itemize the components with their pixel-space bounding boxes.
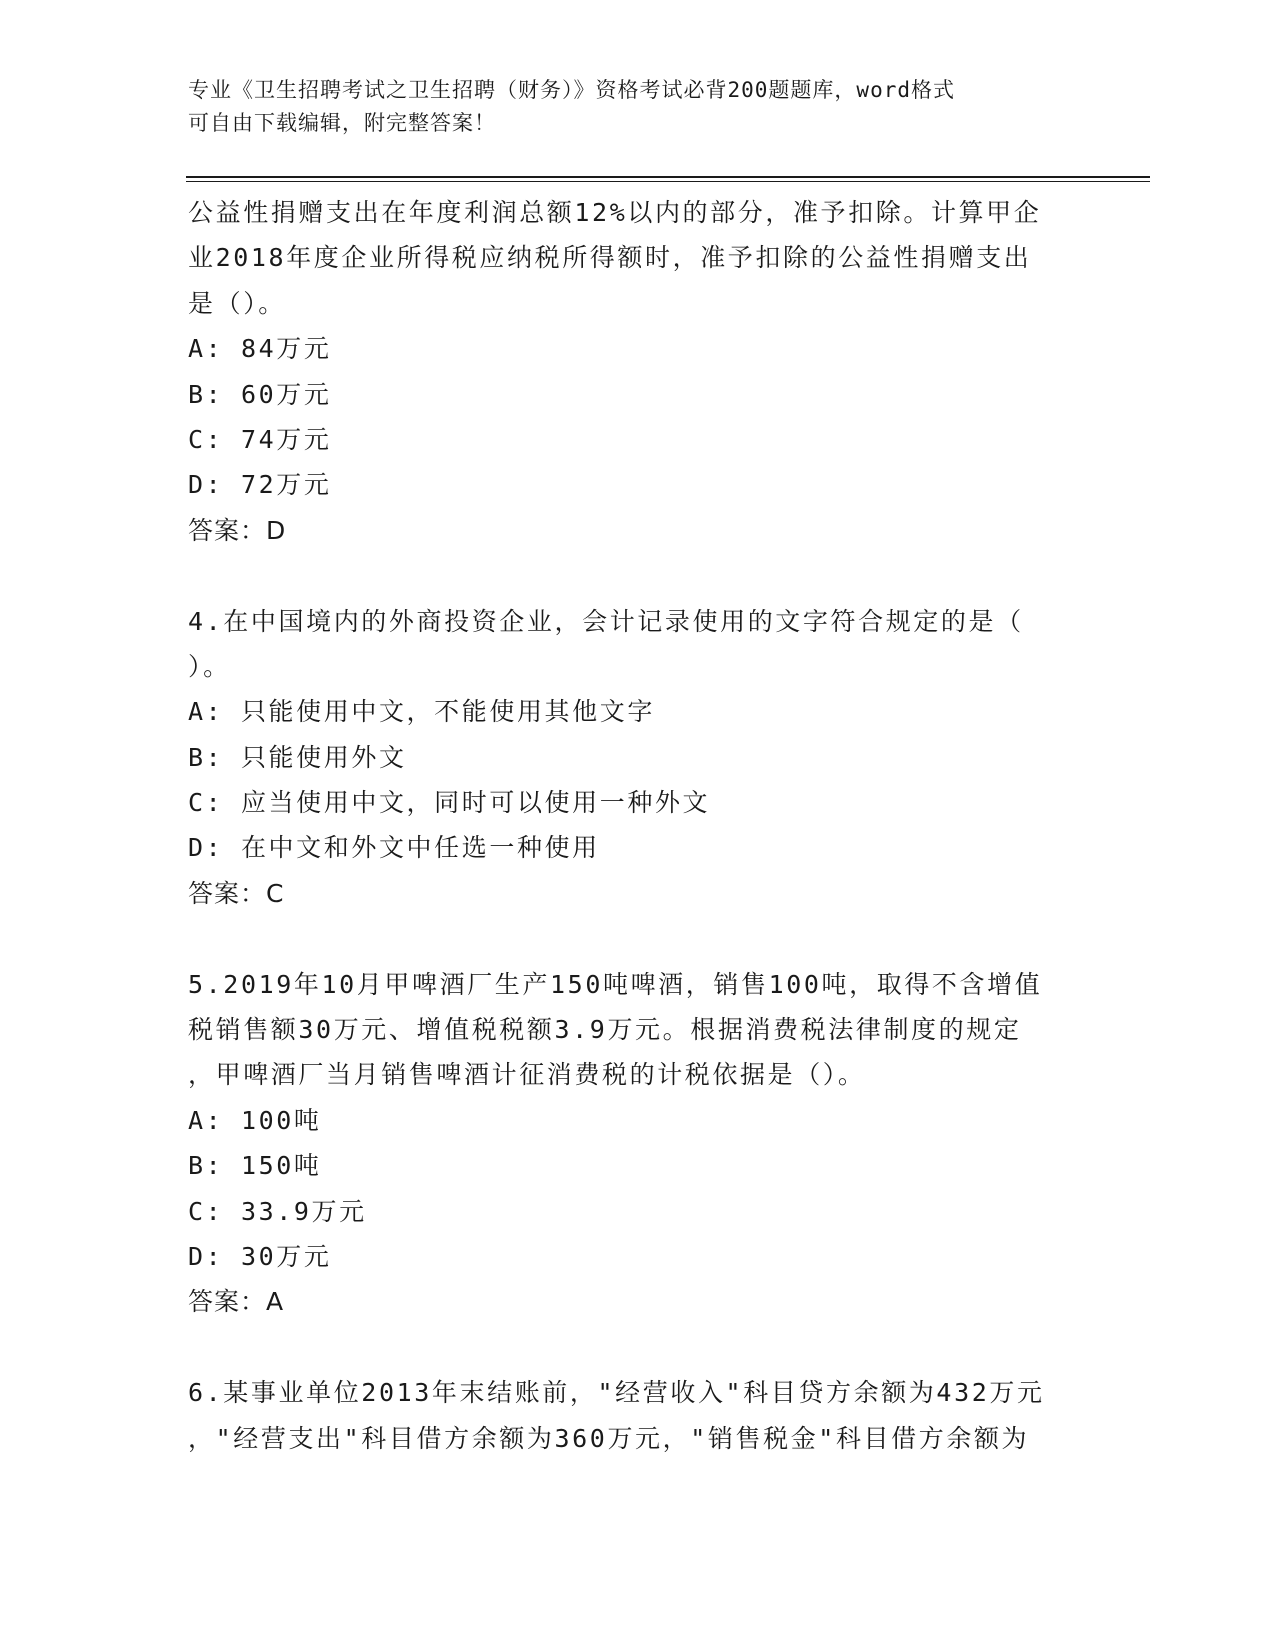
answer-line: 答案：D xyxy=(188,515,287,545)
option-d: D: 30万元 xyxy=(188,1241,332,1271)
question-4 xyxy=(188,599,1088,917)
option-d: D: 在中文和外文中任选一种使用 xyxy=(188,833,600,863)
option-b: B: 只能使用外文 xyxy=(188,742,407,772)
option-b: B: 150吨 xyxy=(188,1151,322,1181)
header-rule-thick xyxy=(186,176,1150,178)
question-stem-line: ，甲啤酒厂当月销售啤酒计征消费税的计税依据是（）。 xyxy=(188,1060,866,1090)
question-stem-line: 是（）。 xyxy=(188,288,286,318)
question-stem-line: ）。 xyxy=(188,651,231,681)
option-c: C: 应当使用中文，同时可以使用一种外文 xyxy=(188,788,711,818)
option-d: D: 72万元 xyxy=(188,470,332,500)
header-line-1: 专业《卫生招聘考试之卫生招聘（财务）》资格考试必背200题题库，word格式 xyxy=(188,78,955,102)
answer-line: 答案：A xyxy=(188,1287,285,1317)
question-stem-line: 5.2019年10月甲啤酒厂生产150吨啤酒，销售100吨，取得不含增值 xyxy=(188,969,1043,999)
option-c: C: 33.9万元 xyxy=(188,1196,367,1226)
question-stem-line: 业2018年度企业所得税应纳税所得额时，准予扣除的公益性捐赠支出 xyxy=(188,243,1032,273)
question-spacer xyxy=(188,916,1088,961)
document-header xyxy=(188,74,1088,140)
question-3 xyxy=(188,190,1088,553)
option-a: A: 只能使用中文，不能使用其他文字 xyxy=(188,697,655,727)
question-spacer xyxy=(188,1325,1088,1370)
question-spacer xyxy=(188,553,1088,598)
question-stem-line: 6.某事业单位2013年末结账前，"经营收入"科目贷方余额为432万元 xyxy=(188,1378,1045,1408)
question-stem-line: ，"经营支出"科目借方余额为360万元，"销售税金"科目借方余额为 xyxy=(188,1423,1030,1453)
answer-line: 答案：C xyxy=(188,878,285,908)
header-rule-thin xyxy=(186,181,1150,182)
question-5 xyxy=(188,962,1088,1325)
option-c: C: 74万元 xyxy=(188,424,332,454)
document-body xyxy=(188,190,1088,1461)
question-stem-line: 公益性捐赠支出在年度利润总额12%以内的部分，准予扣除。计算甲企 xyxy=(188,198,1042,227)
question-6 xyxy=(188,1370,1088,1461)
option-a: A: 100吨 xyxy=(188,1105,322,1135)
option-a: A: 84万元 xyxy=(188,334,332,364)
option-b: B: 60万元 xyxy=(188,379,332,409)
question-stem-line: 税销售额30万元、增值税税额3.9万元。根据消费税法律制度的规定 xyxy=(188,1015,1022,1045)
header-line-2: 可自由下载编辑，附完整答案！ xyxy=(188,111,496,135)
question-stem-line: 4.在中国境内的外商投资企业，会计记录使用的文字符合规定的是（ xyxy=(188,606,1024,636)
